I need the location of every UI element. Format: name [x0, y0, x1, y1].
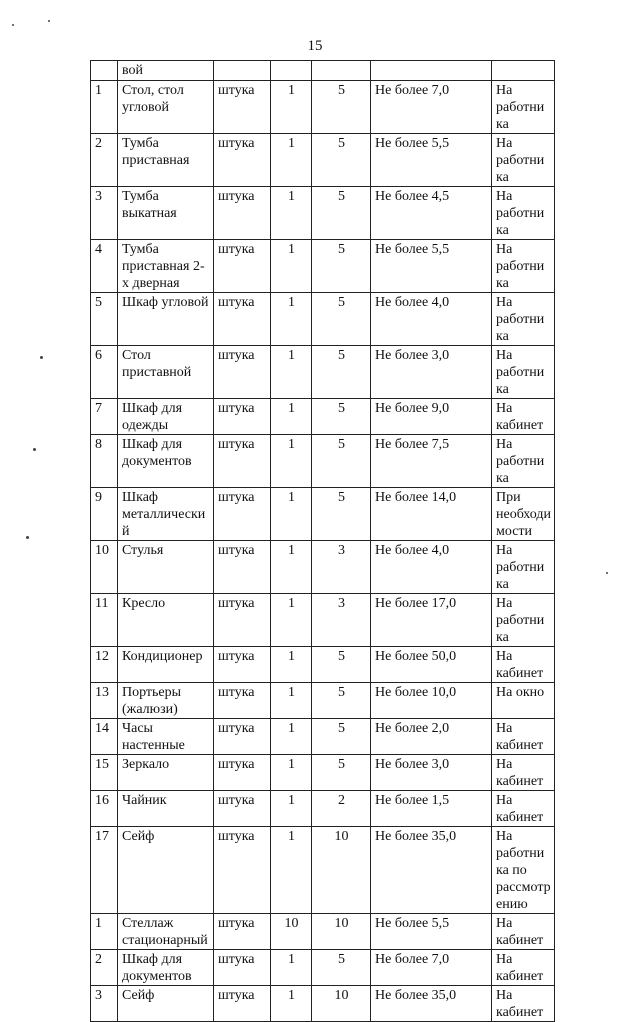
cell-name: Стулья	[118, 541, 214, 594]
cell-name: Тумба приставная 2-х дверная	[118, 240, 214, 293]
cell-unit: штука	[214, 541, 271, 594]
cell-num: 17	[91, 827, 118, 914]
cell-unit: штука	[214, 435, 271, 488]
cell-price: Не более 35,0	[371, 827, 492, 914]
table-row	[91, 435, 555, 488]
table-row-continuation	[91, 61, 555, 81]
cell-num: 7	[91, 399, 118, 435]
cell-unit: штука	[214, 240, 271, 293]
cell-term: 5	[312, 240, 371, 293]
cell-unit	[214, 61, 271, 81]
cell-unit: штука	[214, 81, 271, 134]
cell-note: На кабинет	[492, 914, 555, 950]
cell-term: 5	[312, 187, 371, 240]
cell-price: Не более 35,0	[371, 986, 492, 1022]
cell-num: 1	[91, 81, 118, 134]
cell-name: Чайник	[118, 791, 214, 827]
cell-term: 5	[312, 647, 371, 683]
table-row	[91, 791, 555, 827]
cell-num: 2	[91, 950, 118, 986]
cell-unit: штука	[214, 647, 271, 683]
cell-note: На работника	[492, 240, 555, 293]
cell-note: На кабинет	[492, 719, 555, 755]
cell-num: 16	[91, 791, 118, 827]
table-row	[91, 719, 555, 755]
table-row	[91, 488, 555, 541]
cell-qty: 1	[271, 594, 312, 647]
cell-term: 5	[312, 293, 371, 346]
cell-term: 2	[312, 791, 371, 827]
cell-unit: штука	[214, 594, 271, 647]
scan-speck	[606, 572, 608, 574]
cell-qty: 1	[271, 399, 312, 435]
cell-name: вой	[118, 61, 214, 81]
table-row	[91, 827, 555, 914]
cell-price: Не более 5,5	[371, 240, 492, 293]
cell-unit: штука	[214, 399, 271, 435]
cell-price: Не более 4,0	[371, 541, 492, 594]
cell-note: На кабинет	[492, 986, 555, 1022]
cell-qty: 1	[271, 719, 312, 755]
cell-note: На работника	[492, 293, 555, 346]
cell-note: На работника	[492, 594, 555, 647]
scan-speck	[26, 536, 29, 539]
cell-name: Шкаф для документов	[118, 435, 214, 488]
cell-unit: штука	[214, 187, 271, 240]
cell-qty: 1	[271, 827, 312, 914]
cell-unit: штука	[214, 914, 271, 950]
cell-num: 10	[91, 541, 118, 594]
cell-note: На кабинет	[492, 950, 555, 986]
cell-unit: штука	[214, 346, 271, 399]
cell-price	[371, 61, 492, 81]
cell-num: 5	[91, 293, 118, 346]
page-number: 15	[307, 38, 323, 54]
scan-speck	[12, 24, 14, 26]
cell-term: 5	[312, 399, 371, 435]
cell-num: 4	[91, 240, 118, 293]
scan-speck	[33, 448, 36, 451]
cell-qty: 1	[271, 240, 312, 293]
cell-qty: 1	[271, 791, 312, 827]
table-row	[91, 594, 555, 647]
cell-qty: 1	[271, 346, 312, 399]
table-row	[91, 81, 555, 134]
cell-price: Не более 1,5	[371, 791, 492, 827]
cell-unit: штука	[214, 755, 271, 791]
cell-name: Кресло	[118, 594, 214, 647]
cell-term: 5	[312, 683, 371, 719]
cell-num: 3	[91, 986, 118, 1022]
cell-num: 11	[91, 594, 118, 647]
cell-qty: 1	[271, 950, 312, 986]
cell-note: На работника	[492, 81, 555, 134]
cell-name: Кондиционер	[118, 647, 214, 683]
cell-note: На кабинет	[492, 755, 555, 791]
cell-price: Не более 5,5	[371, 914, 492, 950]
cell-qty	[271, 61, 312, 81]
cell-qty: 1	[271, 435, 312, 488]
table-row	[91, 647, 555, 683]
cell-term: 5	[312, 719, 371, 755]
cell-term: 3	[312, 541, 371, 594]
cell-note: На работника	[492, 346, 555, 399]
cell-num: 14	[91, 719, 118, 755]
cell-qty: 1	[271, 187, 312, 240]
cell-price: Не более 14,0	[371, 488, 492, 541]
cell-price: Не более 3,0	[371, 346, 492, 399]
cell-name: Стол, стол угловой	[118, 81, 214, 134]
cell-unit: штука	[214, 827, 271, 914]
cell-unit: штука	[214, 986, 271, 1022]
cell-term: 5	[312, 81, 371, 134]
cell-num: 15	[91, 755, 118, 791]
cell-price: Не более 50,0	[371, 647, 492, 683]
cell-price: Не более 10,0	[371, 683, 492, 719]
table-row	[91, 187, 555, 240]
scan-speck	[40, 356, 43, 359]
cell-num: 9	[91, 488, 118, 541]
cell-note: На кабинет	[492, 399, 555, 435]
cell-name: Тумба приставная	[118, 134, 214, 187]
cell-unit: штука	[214, 488, 271, 541]
cell-qty: 1	[271, 647, 312, 683]
cell-unit: штука	[214, 719, 271, 755]
cell-term: 10	[312, 914, 371, 950]
cell-name: Шкаф для документов	[118, 950, 214, 986]
cell-note: На работника	[492, 187, 555, 240]
cell-num: 6	[91, 346, 118, 399]
cell-num	[91, 61, 118, 81]
furniture-norms-table	[90, 60, 555, 1022]
cell-num: 13	[91, 683, 118, 719]
cell-term: 5	[312, 488, 371, 541]
cell-num: 8	[91, 435, 118, 488]
cell-name: Сейф	[118, 986, 214, 1022]
cell-name: Зеркало	[118, 755, 214, 791]
table-row	[91, 950, 555, 986]
scan-speck	[48, 20, 50, 22]
cell-num: 12	[91, 647, 118, 683]
cell-qty: 10	[271, 914, 312, 950]
table-row	[91, 346, 555, 399]
cell-price: Не более 5,5	[371, 134, 492, 187]
cell-num: 1	[91, 914, 118, 950]
cell-name: Стеллаж стационарный	[118, 914, 214, 950]
cell-term: 5	[312, 435, 371, 488]
cell-qty: 1	[271, 134, 312, 187]
cell-qty: 1	[271, 541, 312, 594]
cell-name: Шкаф металлический	[118, 488, 214, 541]
cell-name: Тумба выкатная	[118, 187, 214, 240]
table-row	[91, 914, 555, 950]
cell-price: Не более 3,0	[371, 755, 492, 791]
cell-price: Не более 4,0	[371, 293, 492, 346]
cell-name: Шкаф для одежды	[118, 399, 214, 435]
cell-unit: штука	[214, 683, 271, 719]
cell-name: Часы настенные	[118, 719, 214, 755]
cell-note: На кабинет	[492, 647, 555, 683]
table-row	[91, 134, 555, 187]
table-row	[91, 755, 555, 791]
cell-name: Портьеры (жалюзи)	[118, 683, 214, 719]
cell-price: Не более 7,5	[371, 435, 492, 488]
cell-num: 3	[91, 187, 118, 240]
cell-term: 5	[312, 346, 371, 399]
cell-price: Не более 4,5	[371, 187, 492, 240]
cell-price: Не более 17,0	[371, 594, 492, 647]
cell-note: На работника по рассмотрению	[492, 827, 555, 914]
cell-name: Стол приставной	[118, 346, 214, 399]
cell-note: На работника	[492, 435, 555, 488]
cell-qty: 1	[271, 488, 312, 541]
cell-note: На работника	[492, 541, 555, 594]
cell-unit: штука	[214, 791, 271, 827]
cell-term: 5	[312, 755, 371, 791]
cell-note: На окно	[492, 683, 555, 719]
cell-price: Не более 7,0	[371, 81, 492, 134]
cell-note: На работника	[492, 134, 555, 187]
cell-unit: штука	[214, 134, 271, 187]
table-row	[91, 240, 555, 293]
cell-price: Не более 9,0	[371, 399, 492, 435]
cell-price: Не более 2,0	[371, 719, 492, 755]
cell-term: 3	[312, 594, 371, 647]
cell-qty: 1	[271, 293, 312, 346]
cell-note	[492, 61, 555, 81]
table-row	[91, 683, 555, 719]
table-row	[91, 293, 555, 346]
cell-qty: 1	[271, 81, 312, 134]
cell-name: Сейф	[118, 827, 214, 914]
table-row	[91, 986, 555, 1022]
table-row	[91, 541, 555, 594]
cell-unit: штука	[214, 293, 271, 346]
cell-qty: 1	[271, 755, 312, 791]
cell-unit: штука	[214, 950, 271, 986]
cell-num: 2	[91, 134, 118, 187]
cell-term: 10	[312, 986, 371, 1022]
cell-qty: 1	[271, 683, 312, 719]
table-row	[91, 399, 555, 435]
cell-term: 5	[312, 950, 371, 986]
cell-term: 5	[312, 134, 371, 187]
cell-note: При необходимости	[492, 488, 555, 541]
cell-price: Не более 7,0	[371, 950, 492, 986]
cell-qty: 1	[271, 986, 312, 1022]
cell-name: Шкаф угловой	[118, 293, 214, 346]
cell-term: 10	[312, 827, 371, 914]
cell-note: На кабинет	[492, 791, 555, 827]
cell-term	[312, 61, 371, 81]
